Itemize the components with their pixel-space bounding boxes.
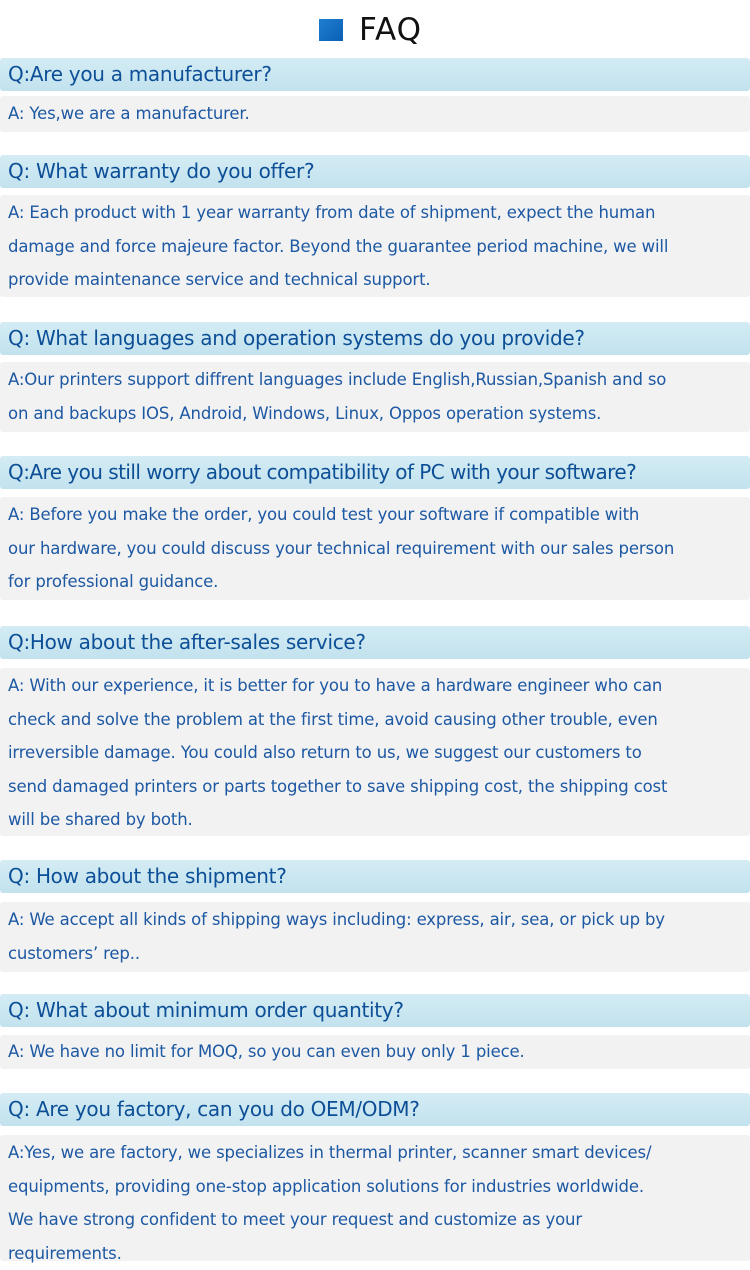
- answer-box: [0, 96, 750, 132]
- question-text: Q:Are you a manufacturer?: [8, 58, 272, 91]
- answer-line: provide maintenance service and technical support.: [8, 263, 738, 297]
- question-text: Q: Are you factory, can you do OEM/ODM?: [8, 1093, 420, 1126]
- answer-box: [0, 1135, 750, 1261]
- answer-text: [8, 97, 738, 131]
- answer-line: equipments, providing one-stop application solutions for industries worldwide.: [8, 1170, 738, 1204]
- question-bar: [0, 994, 750, 1027]
- answer-text: [8, 498, 738, 599]
- answer-text: [8, 1136, 738, 1270]
- answer-line: A: With our experience, it is better for you to have a hardware engineer who can: [8, 669, 738, 703]
- answer-line: requirements.: [8, 1237, 738, 1270]
- answer-line: irreversible damage. You could also return to us, we suggest our customers to: [8, 736, 738, 770]
- question-text: Q: What about minimum order quantity?: [8, 994, 404, 1027]
- question-bar: [0, 626, 750, 659]
- faq-header: [0, 0, 750, 58]
- answer-line: on and backups IOS, Android, Windows, Linux, Oppos operation systems.: [8, 397, 738, 431]
- answer-box: [0, 1035, 750, 1069]
- question-bar: [0, 155, 750, 188]
- question-text: Q:Are you still worry about compatibility of PC with your software?: [8, 456, 636, 489]
- answer-box: [0, 497, 750, 600]
- question-text: Q: What warranty do you offer?: [8, 155, 314, 188]
- answer-text: [8, 1035, 738, 1069]
- answer-box: [0, 668, 750, 836]
- question-text: Q: How about the shipment?: [8, 860, 287, 893]
- answer-line: will be shared by both.: [8, 803, 738, 837]
- question-bar: [0, 1093, 750, 1126]
- question-text: Q:How about the after-sales service?: [8, 626, 366, 659]
- question-text: Q: What languages and operation systems do you provide?: [8, 322, 585, 355]
- answer-text: [8, 903, 738, 970]
- answer-text: [8, 196, 738, 297]
- answer-text: [8, 669, 738, 837]
- answer-line: A: We have no limit for MOQ, so you can even buy only 1 piece.: [8, 1035, 738, 1069]
- question-bar: [0, 860, 750, 893]
- answer-line: for professional guidance.: [8, 565, 738, 599]
- answer-line: our hardware, you could discuss your technical requirement with our sales person: [8, 532, 738, 566]
- answer-line: A:Our printers support diffrent languages include English,Russian,Spanish and so: [8, 363, 738, 397]
- answer-line: A: Yes,we are a manufacturer.: [8, 97, 738, 131]
- answer-line: check and solve the problem at the first time, avoid causing other trouble, even: [8, 703, 738, 737]
- question-bar: [0, 322, 750, 355]
- square-icon: [319, 19, 343, 41]
- answer-line: A: Before you make the order, you could test your software if compatible with: [8, 498, 738, 532]
- question-bar: [0, 58, 750, 91]
- answer-line: damage and force majeure factor. Beyond the guarantee period machine, we will: [8, 230, 738, 264]
- page-title: FAQ: [359, 10, 422, 50]
- answer-line: A: Each product with 1 year warranty from date of shipment, expect the human: [8, 196, 738, 230]
- answer-line: customers’ rep..: [8, 937, 738, 971]
- answer-text: [8, 363, 738, 430]
- answer-line: send damaged printers or parts together to save shipping cost, the shipping cost: [8, 770, 738, 804]
- question-bar: [0, 456, 750, 489]
- answer-line: A:Yes, we are factory, we specializes in thermal printer, scanner smart devices/: [8, 1136, 738, 1170]
- answer-line: A: We accept all kinds of shipping ways including: express, air, sea, or pick up by: [8, 903, 738, 937]
- answer-line: We have strong confident to meet your request and customize as your: [8, 1203, 738, 1237]
- answer-box: [0, 902, 750, 972]
- answer-box: [0, 362, 750, 432]
- answer-box: [0, 195, 750, 297]
